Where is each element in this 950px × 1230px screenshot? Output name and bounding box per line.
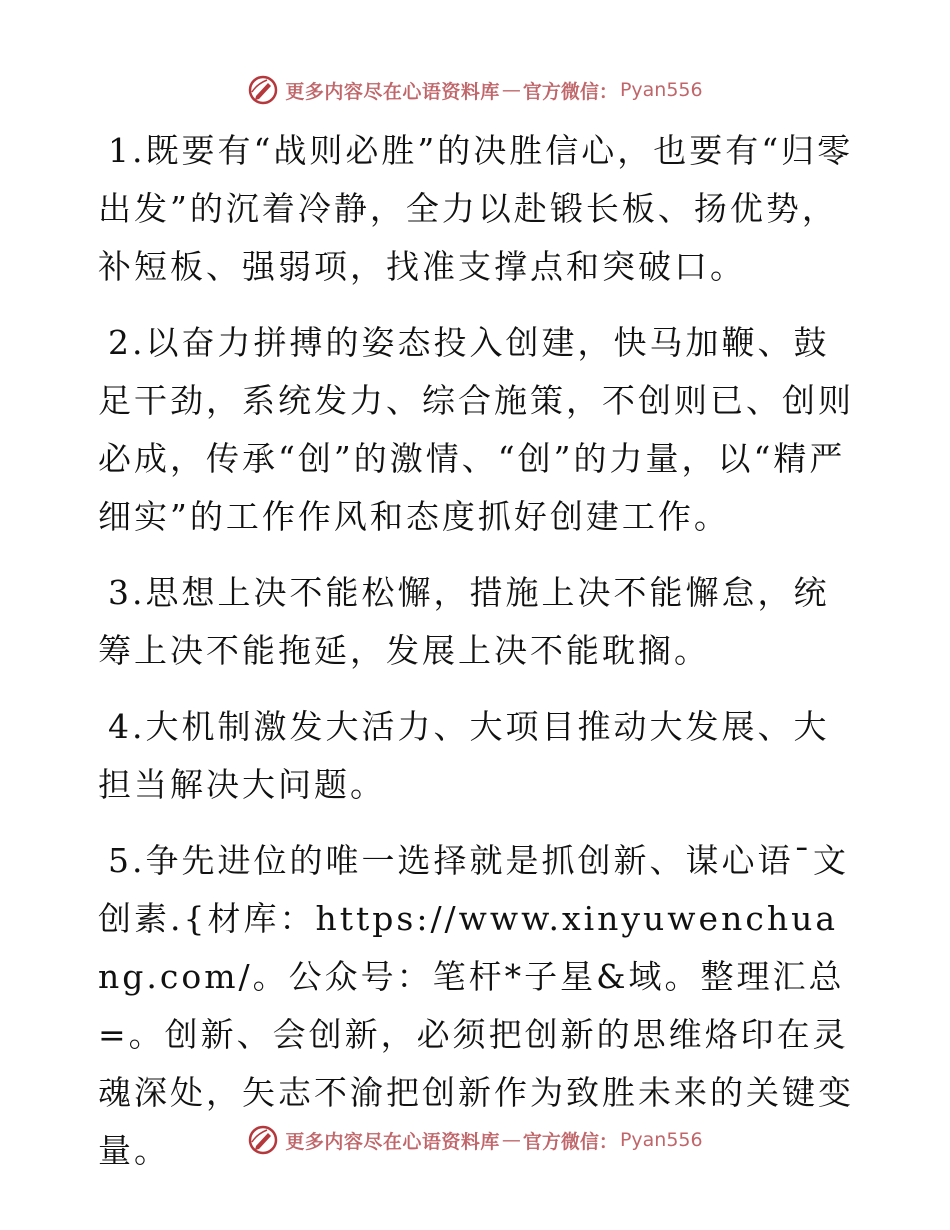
header-banner: [0, 72, 950, 108]
banner-wechat-id: Pyan556: [619, 79, 703, 101]
paragraph-3: 3.思想上决不能松懈，措施上决不能懈怠，统筹上决不能拖延，发展上决不能耽搁。: [98, 573, 830, 670]
banner-wechat-label: 官方微信：: [522, 1130, 618, 1153]
banner-wechat-label: 官方微信：: [522, 80, 618, 103]
paragraph-1: 1.既要有“战则必胜”的决胜信心，也要有“归零出发”的沉着冷静，全力以赴锻长板、扬优势，补短板、强弱项，找准支撑点和突破口。: [98, 131, 854, 286]
pen-logo-icon: [247, 1124, 279, 1156]
document-body: [98, 122, 858, 1198]
paragraph-4: 4.大机制激发大活力、大项目推动大发展、大担当解决大问题。: [98, 707, 830, 804]
banner-dash: —: [501, 79, 521, 101]
paragraph-5: 5.争先进位的唯一选择就是抓创新、谋心语¯文创素.{材库：https://www.xinyuwenchuang.com/。公众号：笔杆*子星&域。整理汇总=。创新、会创新，必须把创新的思维烙印在灵魂深处，矢志不渝把创新作为致胜未来的关键变量。: [98, 841, 854, 1170]
banner-dash: —: [501, 1129, 521, 1151]
banner-main-text: 更多内容尽在心语资料库: [285, 1130, 500, 1153]
pen-logo-icon: [247, 74, 279, 106]
paragraph-2: 2.以奋力拼搏的姿态投入创建，快马加鞭、鼓足干劲，系统发力、综合施策，不创则已、创则必成，传承“创”的激情、“创”的力量，以“精严细实”的工作作风和态度抓好创建工作。: [98, 323, 854, 536]
banner-main-text: 更多内容尽在心语资料库: [285, 80, 500, 103]
footer-banner: [0, 1122, 950, 1158]
banner-wechat-id: Pyan556: [619, 1129, 703, 1151]
